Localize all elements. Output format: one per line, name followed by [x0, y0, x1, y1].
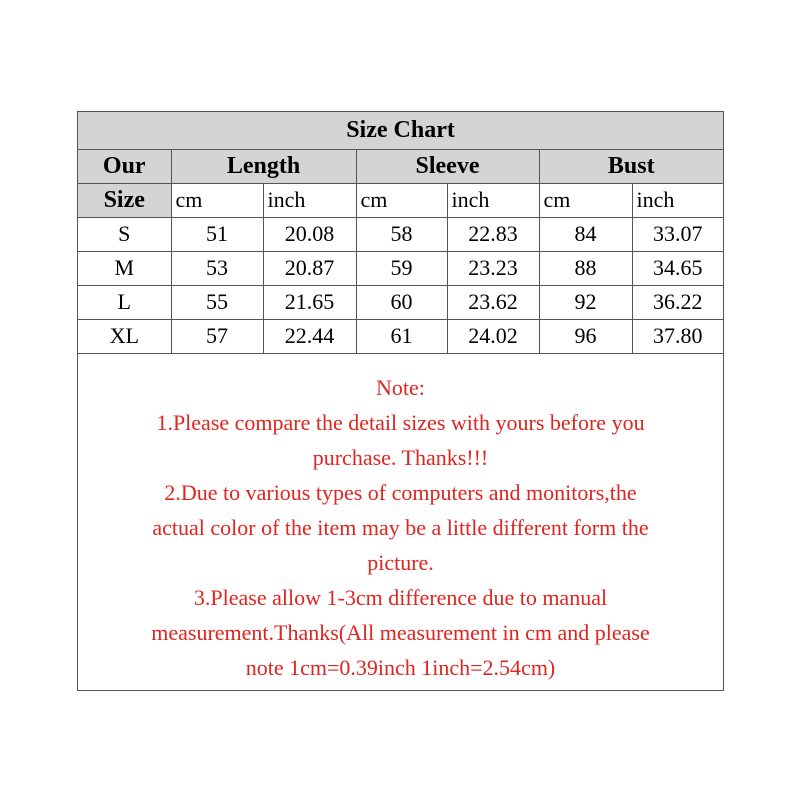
note-line: 3.Please allow 1-3cm difference due to manual: [193, 585, 608, 610]
sleeve-header: Sleeve: [356, 149, 539, 183]
table-cell: 24.02: [447, 319, 539, 353]
table-cell: 61: [356, 319, 447, 353]
note-line: purchase. Thanks!!!: [312, 445, 489, 470]
table-cell: 22.83: [447, 217, 539, 251]
note-line: note 1cm=0.39inch 1inch=2.54cm): [245, 655, 556, 680]
table-row: [78, 285, 723, 319]
note-line: picture.: [367, 550, 434, 575]
table-cell: 37.80: [632, 319, 723, 353]
note-block: [78, 364, 723, 685]
table-cell: 33.07: [632, 217, 723, 251]
unit-header: inch: [447, 183, 539, 217]
size-table: [78, 112, 723, 354]
table-cell: 96: [539, 319, 632, 353]
table-cell: 59: [356, 251, 447, 285]
table-cell: 92: [539, 285, 632, 319]
table-cell: 84: [539, 217, 632, 251]
table-cell: 20.87: [263, 251, 356, 285]
note-line: 2.Due to various types of computers and monitors,the: [164, 480, 637, 505]
chart-title: Size Chart: [78, 112, 723, 149]
note-heading: Note:: [376, 375, 425, 400]
unit-header: inch: [263, 183, 356, 217]
size-label: S: [78, 217, 171, 251]
table-cell: 60: [356, 285, 447, 319]
table-cell: 58: [356, 217, 447, 251]
size-label: M: [78, 251, 171, 285]
table-row: [78, 217, 723, 251]
table-cell: 88: [539, 251, 632, 285]
length-header: Length: [171, 149, 356, 183]
unit-header: cm: [356, 183, 447, 217]
unit-header: inch: [632, 183, 723, 217]
unit-header: cm: [539, 183, 632, 217]
table-cell: 21.65: [263, 285, 356, 319]
table-cell: 20.08: [263, 217, 356, 251]
table-cell: 23.62: [447, 285, 539, 319]
table-cell: 23.23: [447, 251, 539, 285]
note-line: actual color of the item may be a little different form the: [152, 515, 649, 540]
bust-header: Bust: [539, 149, 723, 183]
table-cell: 22.44: [263, 319, 356, 353]
table-cell: 57: [171, 319, 263, 353]
table-cell: 55: [171, 285, 263, 319]
table-cell: 53: [171, 251, 263, 285]
note-line: 1.Please compare the detail sizes with yours before you: [156, 410, 645, 435]
table-row: [78, 251, 723, 285]
table-cell: 51: [171, 217, 263, 251]
size-label: L: [78, 285, 171, 319]
table-cell: 34.65: [632, 251, 723, 285]
unit-header: cm: [171, 183, 263, 217]
size-label: XL: [78, 319, 171, 353]
size-chart: [77, 111, 724, 691]
table-row: [78, 319, 723, 353]
size-header-line1: Our: [78, 149, 171, 183]
size-header-line2: Size: [78, 183, 171, 217]
table-cell: 36.22: [632, 285, 723, 319]
note-line: measurement.Thanks(All measurement in cm and please: [151, 620, 650, 645]
